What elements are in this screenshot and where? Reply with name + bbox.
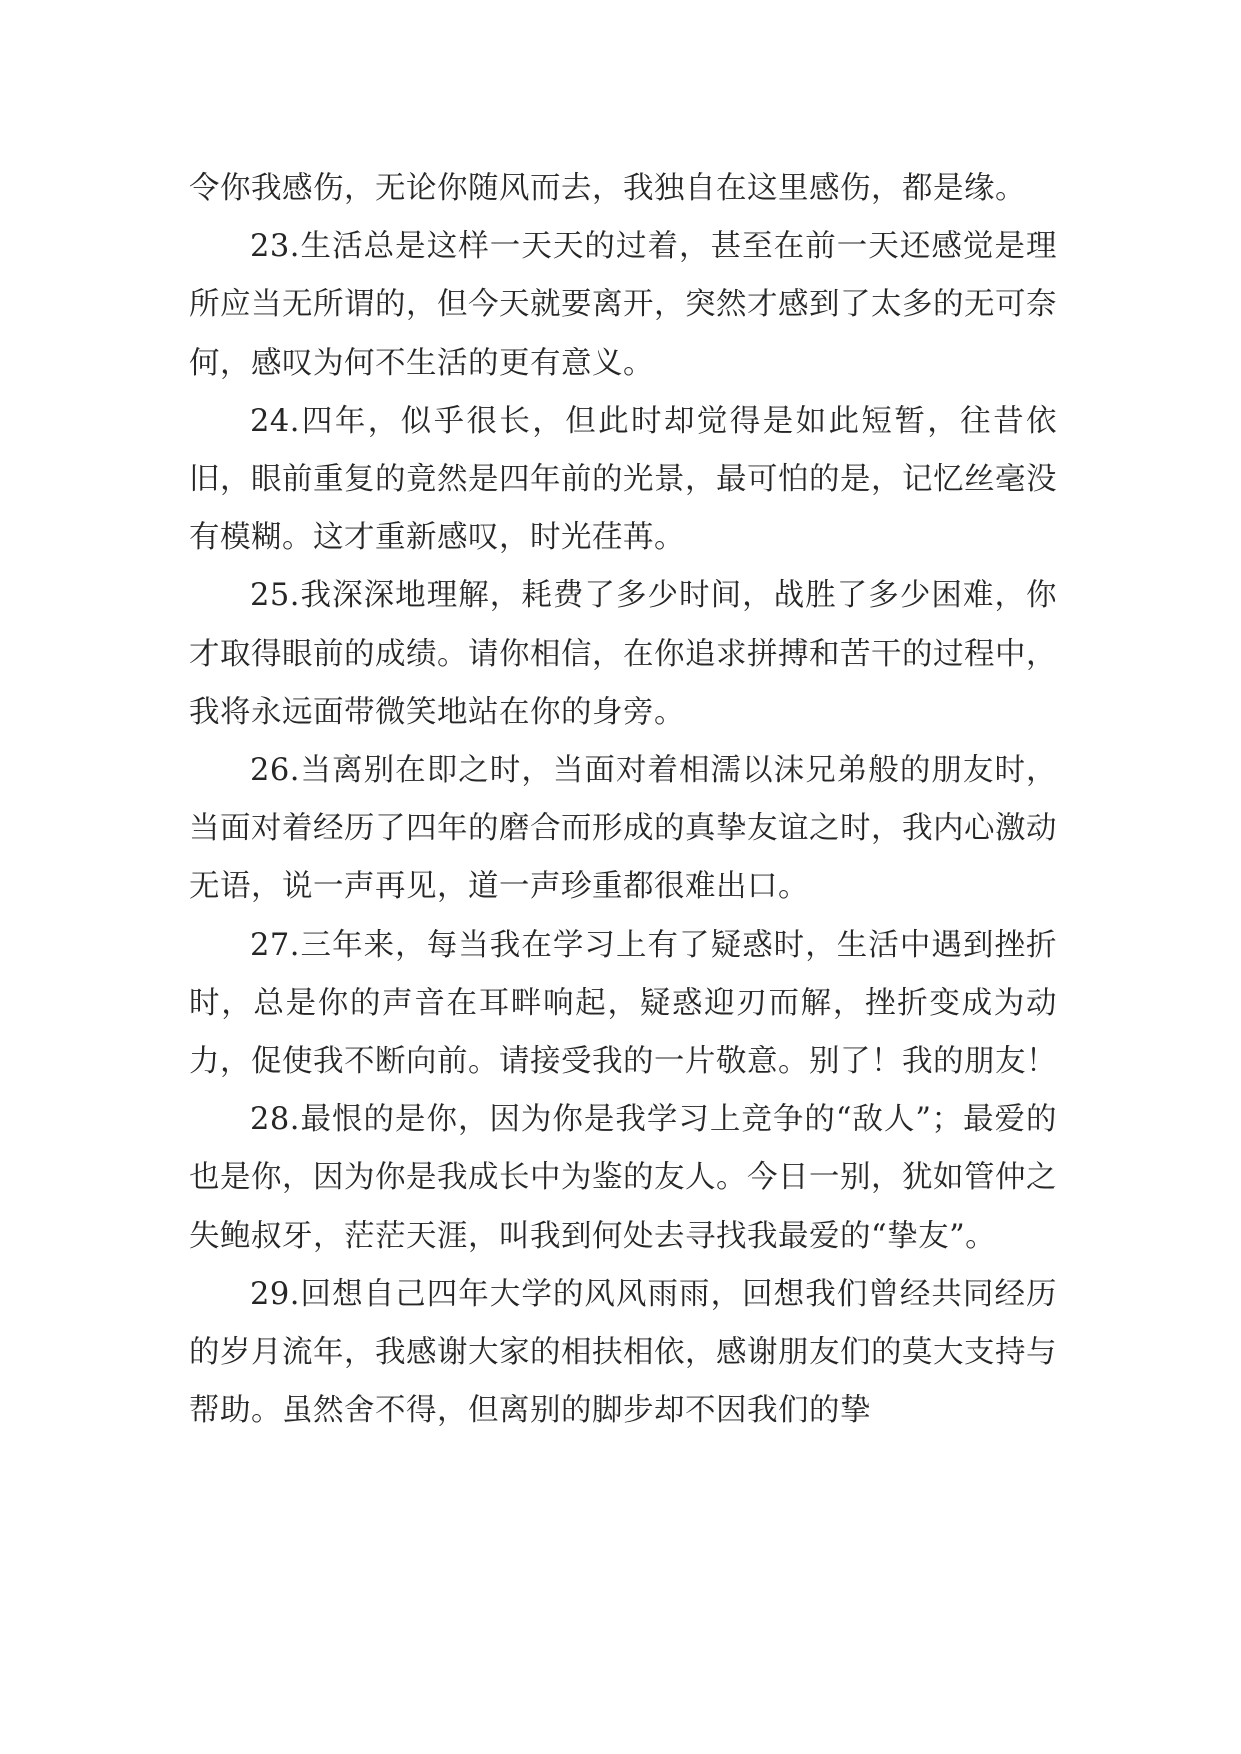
paragraph-27: 27.三年来，每当我在学习上有了疑惑时，生活中遇到挫折时，总是你的声音在耳畔响起，疑惑迎刃而解，挫折变成为动力，促使我不断向前。请接受我的一片敬意。别了！我的朋友！ <box>189 927 1057 1080</box>
paragraph-continuation: 令你我感伤，无论你随风而去，我独自在这里感伤，都是缘。 <box>189 171 1026 206</box>
paragraph-28: 28.最恨的是你，因为你是我学习上竞争的“敌人”；最爱的也是你，因为你是我成长中为鉴的友人。今日一别，犹如管仲之失鲍叔牙，茫茫天涯，叫我到何处去寻找我最爱的“挚友”。 <box>189 1102 1057 1254</box>
paragraph-29: 29.回想自己四年大学的风风雨雨，回想我们曾经共同经历的岁月流年，我感谢大家的相扶相依，感谢朋友们的莫大支持与帮助。虽然舍不得，但离别的脚步却不因我们的挚 <box>189 1276 1057 1429</box>
paragraph-24: 24.四年，似乎很长，但此时却觉得是如此短暂，往昔依旧，眼前重复的竟然是四年前的光景，最可怕的是，记忆丝毫没有模糊。这才重新感叹，时光荏苒。 <box>189 403 1057 556</box>
paragraph-23: 23.生活总是这样一天天的过着，甚至在前一天还感觉是理所应当无所谓的，但今天就要离开，突然才感到了太多的无可奈何，感叹为何不生活的更有意义。 <box>189 229 1057 381</box>
document-body <box>189 160 1057 1440</box>
paragraph-25: 25.我深深地理解，耗费了多少时间，战胜了多少困难，你才取得眼前的成绩。请你相信，在你追求拼搏和苦干的过程中，我将永远面带微笑地站在你的身旁。 <box>189 578 1057 730</box>
paragraph-26: 26.当离别在即之时，当面对着相濡以沫兄弟般的朋友时，当面对着经历了四年的磨合而形成的真挚友谊之时，我内心激动无语，说一声再见，道一声珍重都很难出口。 <box>189 753 1057 905</box>
